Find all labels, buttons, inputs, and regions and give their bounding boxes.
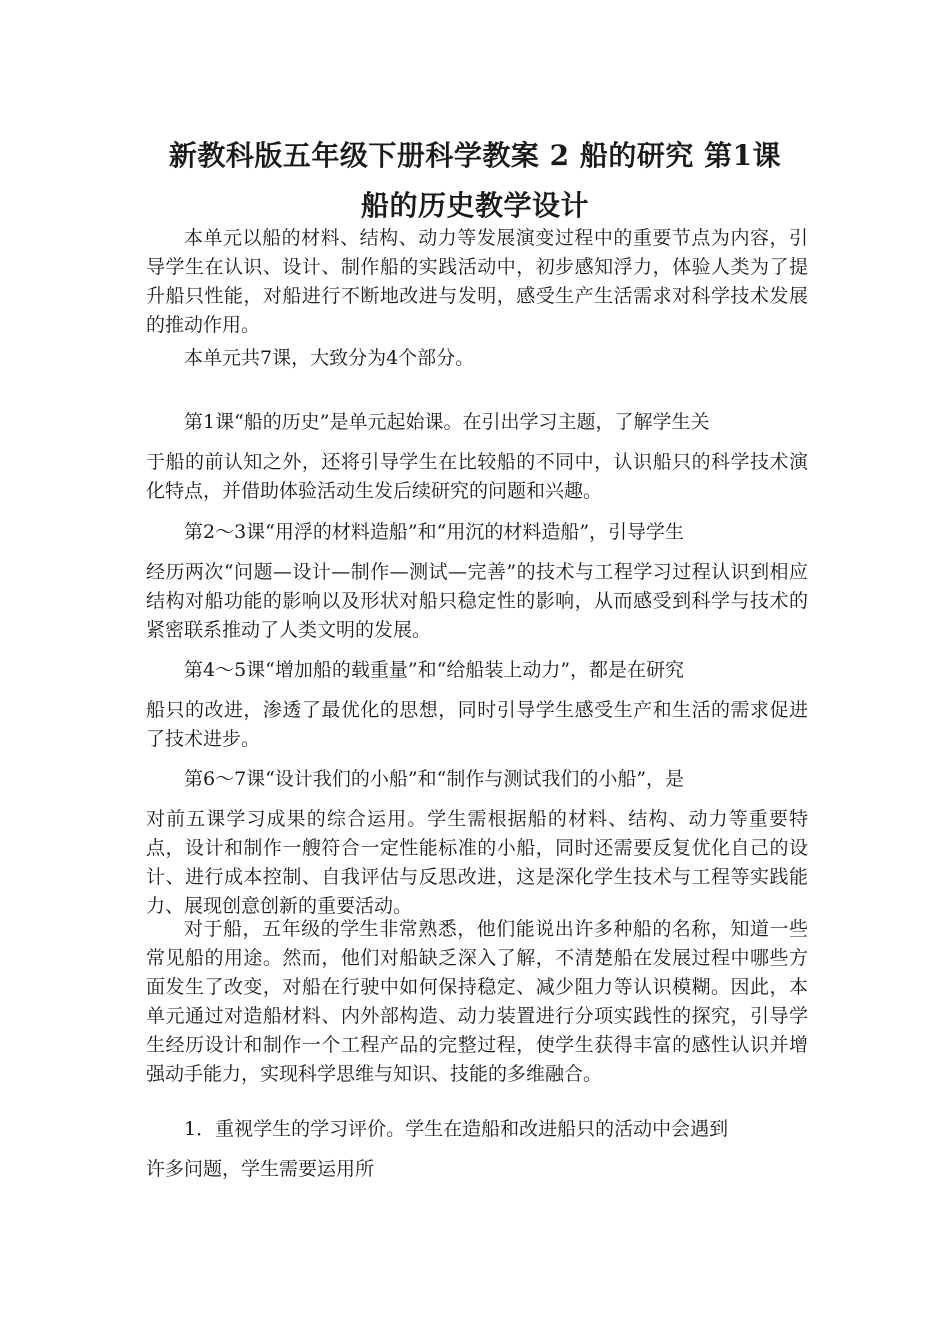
paragraph-unit-structure: 本单元共7课，大致分为4个部分。 xyxy=(184,347,475,369)
document-title-line-2: 船的历史教学设计 xyxy=(360,189,589,222)
paragraph-evaluation-start: 1．重视学生的学习评价。学生在造船和改进船只的活动中会遇到 xyxy=(184,1118,729,1140)
paragraph-student-analysis: 对于船，五年级的学生非常熟悉，他们能说出许多种船的名称，知道一些常见船的用途。然而，他们对船缺乏深入了解，不清楚船在发展过程中哪些方面发生了改变，对船在行驶中如何保持稳定、减少阻力等认识模糊。因此，本单元通过对造船材料、内外部构造、动力装置进行分项实践性的探究，引导学生经历设计和制作一个工程产品的完整过程，使学生获得丰富的感性认识并增强动手能力，实现科学思维与知识、技能的多维融合。 xyxy=(146,918,808,1085)
paragraph-lessons-2-3-rest: 经历两次“问题—设计—制作—测试—完善”的技术与工程学习过程认识到相应结构对船功能的影响以及形状对船只稳定性的影响，从而感受到科学与技术的紧密联系推动了人类文明的发展。 xyxy=(146,561,808,641)
paragraph-lessons-2-3-start: 第2～3课“用浮的材料造船”和“用沉的材料造船”，引导学生 xyxy=(184,521,685,543)
paragraph-unit-overview: 本单元以船的材料、结构、动力等发展演变过程中的重要节点为内容，引导学生在认识、设计、制作船的实践活动中，初步感知浮力，体验人类为了提升船只性能，对船进行不断地改进与发明，感受生产生活需求对科学技术发展的推动作用。 xyxy=(146,227,808,336)
paragraph-lessons-4-5-rest: 船只的改进，渗透了最优化的思想，同时引导学生感受生产和生活的需求促进了技术进步。 xyxy=(146,699,808,750)
paragraph-lessons-6-7-start: 第6～7课“设计我们的小船”和“制作与测试我们的小船”，是 xyxy=(184,768,685,790)
paragraph-evaluation-rest: 许多问题，学生需要运用所 xyxy=(146,1158,375,1180)
paragraph-lesson-1-start: 第1课“船的历史”是单元起始课。在引出学习主题，了解学生关 xyxy=(184,411,710,433)
paragraph-lessons-6-7-rest: 对前五课学习成果的综合运用。学生需根据船的材料、结构、动力等重要特点，设计和制作一艘符合一定性能标准的小船，同时还需要反复优化自己的设计、进行成本控制、自我评估与反思改进，这是深化学生技术与工程等实践能力、展现创意创新的重要活动。 xyxy=(146,808,808,917)
paragraph-lesson-1-rest: 于船的前认知之外，还将引导学生在比较船的不同中，认识船只的科学技术演化特点，并借助体验活动生发后续研究的问题和兴趣。 xyxy=(146,451,808,502)
paragraph-lessons-4-5-start: 第4～5课“增加船的载重量”和“给船装上动力”，都是在研究 xyxy=(184,659,685,681)
document-title-line-1: 新教科版五年级下册科学教案 2 船的研究 第1课 xyxy=(168,139,782,172)
